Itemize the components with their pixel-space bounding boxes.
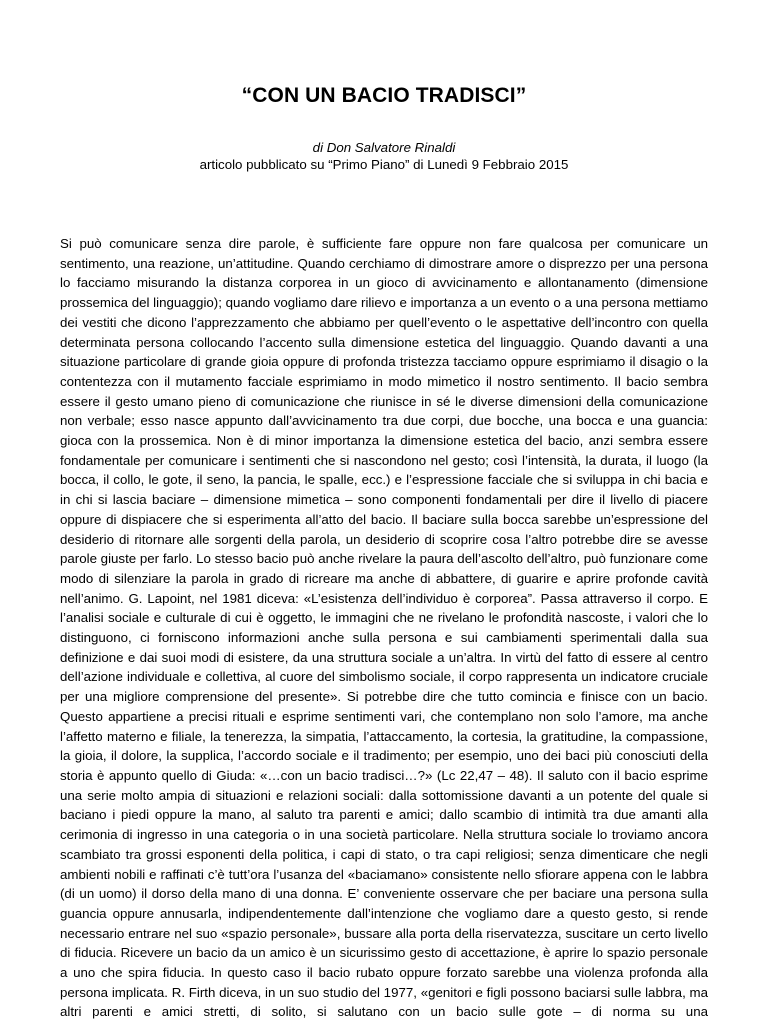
article-body: Si può comunicare senza dire parole, è sufficiente fare oppure non fare qualcosa per comunicare un sentimento, una reazione, un’attitudine. Quando cerchiamo di dimostrare amore o disprezzo per una persona lo facciamo misurando la distanza corporea in un gioco di avvicinamento e allontanamento (dimensione prossemica del linguaggio); quando vogliamo dare rilievo e importanza a un evento o a una persona mettiamo dei vestiti che dicono l’apprezzamento che abbiamo per quell’evento o le aspettative dell’incontro con quella determinata persona collocando l’accento sulla dimensione estetica del linguaggio. Quando davanti a una situazione particolare di grande gioia oppure di profonda tristezza tacciamo oppure esprimiamo il disagio o la contentezza con il mutamento facciale esprimiamo in modo mimetico il nostro sentimento. Il bacio sembra essere il gesto umano pieno di comunicazione che riunisce in sé le diverse dimensioni della comunicazione non verbale; esso nasce appunto dall’avvicinamento tra due corpi, due bocche, una bocca e una guancia: gioca con la prossemica. Non è di minor importanza la dimensione estetica del bacio, anzi sembra essere fondamentale per comunicare i sentimenti che si nascondono nel gesto; così l’intensità, la durata, il luogo (la bocca, il collo, le gote, il seno, la pancia, le spalle, ecc.) e l’espressione facciale che si sviluppa in chi bacia e in chi si lascia baciare – dimensione mimetica – sono componenti fondamentali per dire il livello di piacere oppure di dispiacere che si esperimenta all’atto del bacio. Il baciare sulla bocca sarebbe un’espressione del desiderio di ritornare alle sorgenti della parola, un desiderio di scoprire cosa l’altro potrebbe dire se avesse parole giuste per farlo. Lo stesso bacio può anche rivelare la paura dell’ascolto dell’altro, può funzionare come modo di silenziare la parola in grado di ricreare ma anche di abbattere, di guarire e aprire profonde cavità nell’animo. G. Lapoint, nel 1981 diceva: «L’esistenza dell’individuo è corporea”. Passa attraverso il corpo. E l’analisi sociale e culturale di cui è oggetto, le immagini che ne rivelano le profondità nascoste, i valori che lo distinguono, ci forniscono informazioni anche sulla persona e sui cambiamenti sperimentali dalla sua definizione e dai suoi modi di esistere, da una struttura sociale a un’altra. In virtù del fatto di essere al centro dell’azione individuale e collettiva, al cuore del simbolismo sociale, il corpo rappresenta un indicatore cruciale per una migliore comprensione del presente». Si potrebbe dire che tutto comincia e finisce con un bacio. Questo appartiene a precisi rituali e esprime sentimenti vari, che contemplano non solo l’amore, ma anche l’affetto materno e filiale, la tenerezza, la simpatia, l’attaccamento, la cortesia, la gratitudine, la compassione, la gioia, il dolore, la supplica, l’accordo sociale e il tradimento; per esempio, uno dei baci più conosciuti della storia è appunto quello di Giuda: «…con un bacio tradisci…?» (Lc 22,47 – 48). Il saluto con il bacio esprime una serie molto ampia di situazioni e relazioni sociali: dalla sottomissione davanti a un potente del quale si baciano i piedi oppure la mano, al saluto tra parenti e amici; dallo scambio di intimità tra due amanti alla cerimonia di ingresso in una categoria o in una società particolare. Nella struttura sociale lo troviamo ancora scambiato tra grossi esponenti della politica, i capi di stato, o tra capi religiosi; senza dimenticare che negli ambienti nobili e raffinati c’è tutt’ora l’usanza del «baciamano» consistente nello sfiorare appena con le labbra (di un uomo) il dorso della mano di una donna. E’ conveniente osservare che per baciare una persona sulla guancia oppure annusarla, indipendentemente dall’intenzione che vogliamo dare a questo gesto, si rende necessario entrare nel suo «spazio personale», bussare alla porta della riservatezza, suscitare un certo livello di fiducia. Ricevere un bacio da un amico è un sicurissimo gesto di accettazione, è aprire lo spazio personale a uno che spira fiducia. In questo caso il bacio rubato oppure forzato sarebbe una violenza profonda alla persona implicata. R. Firth diceva, in un suo studio del 1977, «genitori e figli possono baciarsi sulle labbra, ma altri parenti e amici stretti, di solito, si salutano con un bacio sulle gote – di norma su una <box>60 236 708 1020</box>
page-title: “CON UN BACIO TRADISCI” <box>241 84 527 107</box>
byline <box>0 139 768 173</box>
author-line: di Don Salvatore Rinaldi <box>312 140 456 155</box>
publication-line: articolo pubblicato su “Primo Piano” di Lunedì 9 Febbraio 2015 <box>199 157 569 172</box>
